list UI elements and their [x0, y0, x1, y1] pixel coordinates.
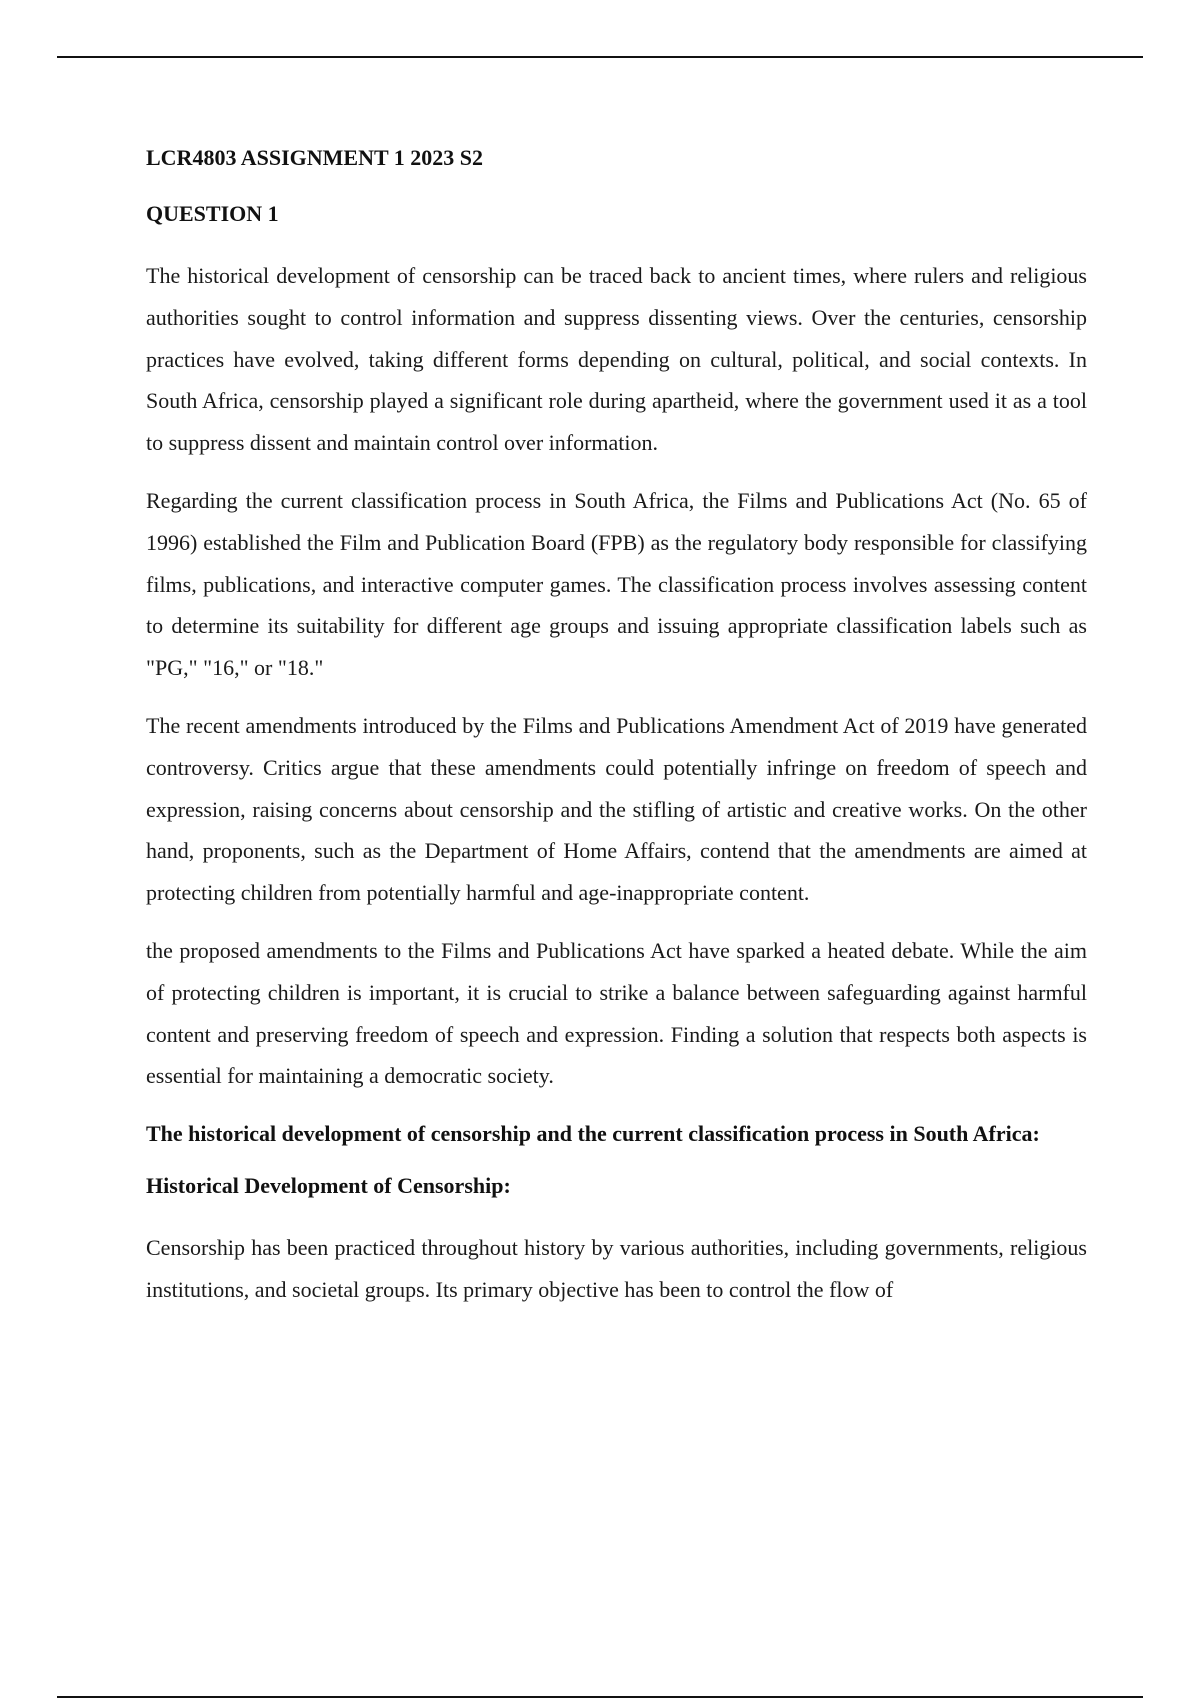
section-heading: The historical development of censorship and the current classification process in South Africa:: [146, 1121, 1040, 1147]
subsection-heading: Historical Development of Censorship:: [146, 1173, 511, 1199]
question-heading: QUESTION 1: [146, 201, 279, 226]
paragraph: the proposed amendments to the Films and Publications Act have sparked a heated debate. While the aim of protecting children is important, it is crucial to strike a balance between safeguarding against harmful content and preserving freedom of speech and expression. Finding a solution that respects both aspects is essential for maintaining a democratic society.: [146, 937, 1087, 1089]
bottom-rule: [57, 1696, 1143, 1698]
paragraph: The historical development of censorship can be traced back to ancient times, where rulers and religious authorities sought to control information and suppress dissenting views. Over the centuries, censorship practices have evolved, taking different forms depending on cultural, political, and social contexts. In South Africa, censorship played a significant role during apartheid, where the government used it as a tool to suppress dissent and maintain control over information.: [146, 263, 1087, 456]
paragraph: Censorship has been practiced throughout history by various authorities, including governments, religious institutions, and societal groups. Its primary objective has been to control the flow of: [146, 1235, 1087, 1302]
top-rule: [57, 56, 1143, 58]
paragraph: The recent amendments introduced by the Films and Publications Amendment Act of 2019 have generated controversy. Critics argue that these amendments could potentially infringe on freedom of speech and expression, raising concerns about censorship and the stifling of artistic and creative works. On the other hand, proponents, such as the Department of Home Affairs, contend that the amendments are aimed at protecting children from potentially harmful and age-inappropriate content.: [146, 712, 1087, 906]
paragraph: Regarding the current classification process in South Africa, the Films and Publications Act (No. 65 of 1996) established the Film and Publication Board (FPB) as the regulatory body responsible for classifying films, publications, and interactive computer games. The classification process involves assessing content to determine its suitability for different age groups and issuing appropriate classification labels such as "PG," "16," or "18.": [146, 487, 1087, 681]
document-title: LCR4803 ASSIGNMENT 1 2023 S2: [146, 145, 483, 170]
document-body: [146, 143, 1087, 1311]
